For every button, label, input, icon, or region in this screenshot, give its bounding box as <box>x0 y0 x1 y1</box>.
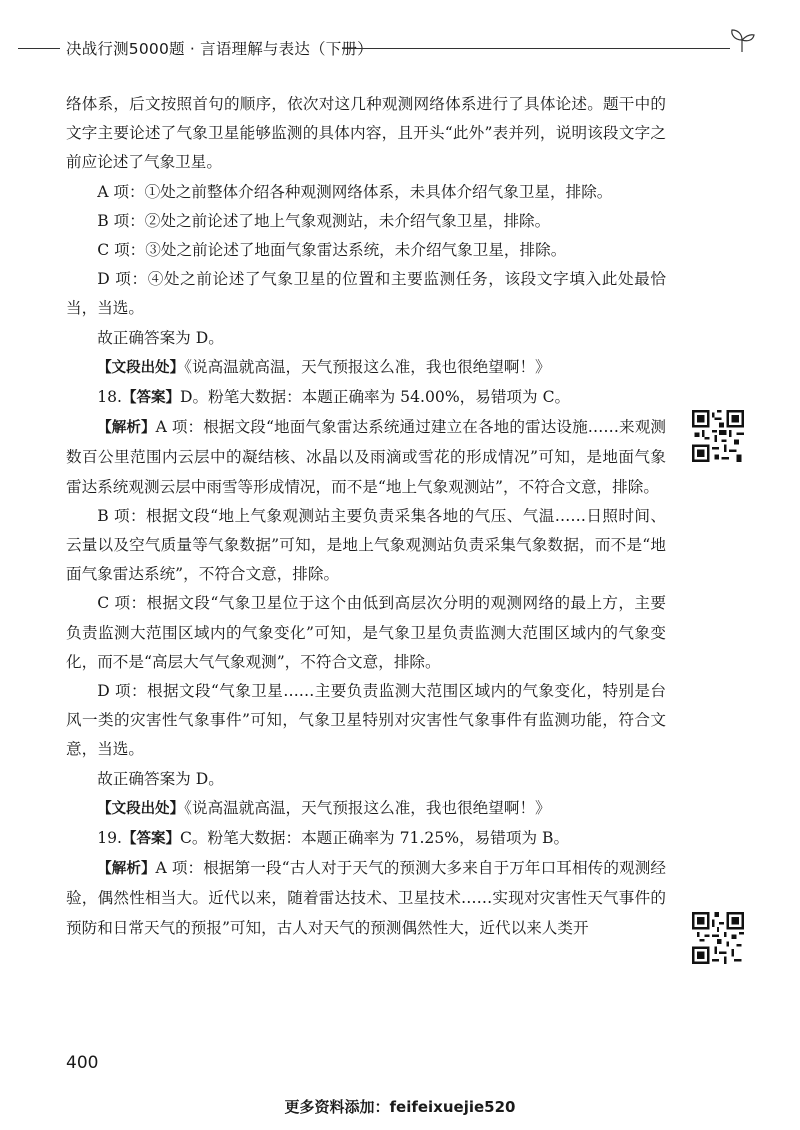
analysis-label: 【解析】 <box>97 861 156 878</box>
page-number: 400 <box>66 1053 99 1073</box>
source-line <box>66 794 666 824</box>
answer-label: 【答案】 <box>122 390 180 407</box>
question-18-analysis-a <box>66 413 666 502</box>
analysis-label: 【解析】 <box>97 420 156 437</box>
answer-label: 【答案】 <box>122 831 180 848</box>
answer-text: C。粉笔大数据：本题正确率为 71.25%，易错项为 B。 <box>180 829 570 848</box>
question-19-answer <box>66 824 666 854</box>
option-b-analysis: B 项：②处之前论述了地上气象观测站，未介绍气象卫星，排除。 <box>97 211 551 230</box>
source-text: 《说高温就高温，天气预报这么准，我也很绝望啊！》 <box>184 357 551 376</box>
answer-text: D。粉笔大数据：本题正确率为 54.00%，易错项为 C。 <box>180 388 571 407</box>
option-c-analysis: C 项：③处之前论述了地面气象雷达系统，未介绍气象卫星，排除。 <box>97 241 567 260</box>
question-18-analysis-b: B 项：根据文段“地上气象观测站主要负责采集各地的气压、气温……日照时间、云量以及空气质量等气象数据”可知，是地上气象观测站负责采集气象数据，而不是“地面气象雷达系统”，不符合文意，排除。 <box>66 506 666 584</box>
footer-note <box>0 1096 800 1117</box>
answer-line: 故正确答案为 D。 <box>97 769 224 788</box>
question-number: 18. <box>97 388 122 407</box>
running-header <box>0 34 800 64</box>
qr-code-icon[interactable] <box>692 912 744 964</box>
source-label: 【文段出处】 <box>97 359 185 376</box>
paragraph: 络体系，后文按照首句的顺序，依次对这几种观测网络体系进行了具体论述。题干中的文字主要论述了气象卫星能够监测的具体内容，且开头“此外”表并列，说明该段文字之前应论述了气象卫星。 <box>66 95 666 172</box>
question-18-answer <box>66 383 666 413</box>
page-body <box>66 90 666 943</box>
qr-code-icon[interactable] <box>692 410 744 462</box>
option-d-analysis: D 项：④处之前论述了气象卫星的位置和主要监测任务，该段文字填入此处最恰当，当选。 <box>66 270 666 318</box>
source-label: 【文段出处】 <box>97 800 185 817</box>
analysis-text: A 项：根据第一段“古人对于天气的预测大多来自于万年口耳相传的观测经验，偶然性相当大。近代以来，随着雷达技术、卫星技术……实现对灾害性天气事件的预防和日常天气的预报”可知，古人对天气的预测偶然性大，近代以来人类开 <box>66 859 666 937</box>
footer-text: 更多资料添加：feifeixuejie520 <box>284 1098 516 1116</box>
question-18-analysis-d: D 项：根据文段“气象卫星……主要负责监测大范围区域内的气象变化，特别是台风一类的灾害性气象事件”可知，气象卫星特别对灾害性气象事件有监测功能，符合文意，当选。 <box>66 682 666 759</box>
header-rule-left <box>18 48 60 49</box>
header-rule-right <box>342 48 730 49</box>
analysis-text: A 项：根据文段“地面气象雷达系统通过建立在各地的雷达设施……来观测数百公里范围内云层中的凝结核、冰晶以及雨滴或雪花的形成情况”可知，是地面气象雷达系统观测云层中雨雪等形成情况，而不是“地上气象观测站”，不符合文意，排除。 <box>66 418 666 496</box>
question-19-analysis-a <box>66 854 666 943</box>
source-text: 《说高温就高温，天气预报这么准，我也很绝望啊！》 <box>184 798 551 817</box>
option-a-analysis: A 项：①处之前整体介绍各种观测网络体系，未具体介绍气象卫星，排除。 <box>97 182 613 201</box>
leaf-sprout-icon <box>728 28 756 54</box>
source-line <box>66 353 666 383</box>
question-number: 19. <box>97 829 122 848</box>
question-18-analysis-c: C 项：根据文段“气象卫星位于这个由低到高层次分明的观测网络的最上方，主要负责监测大范围区域内的气象变化”可知，是气象卫星负责监测大范围区域内的气象变化，而不是“高层大气气象观测”，不符合文意，排除。 <box>66 594 666 671</box>
header-title: 决战行测5000题 · 言语理解与表达（下册） <box>66 40 373 58</box>
answer-line: 故正确答案为 D。 <box>97 328 224 347</box>
